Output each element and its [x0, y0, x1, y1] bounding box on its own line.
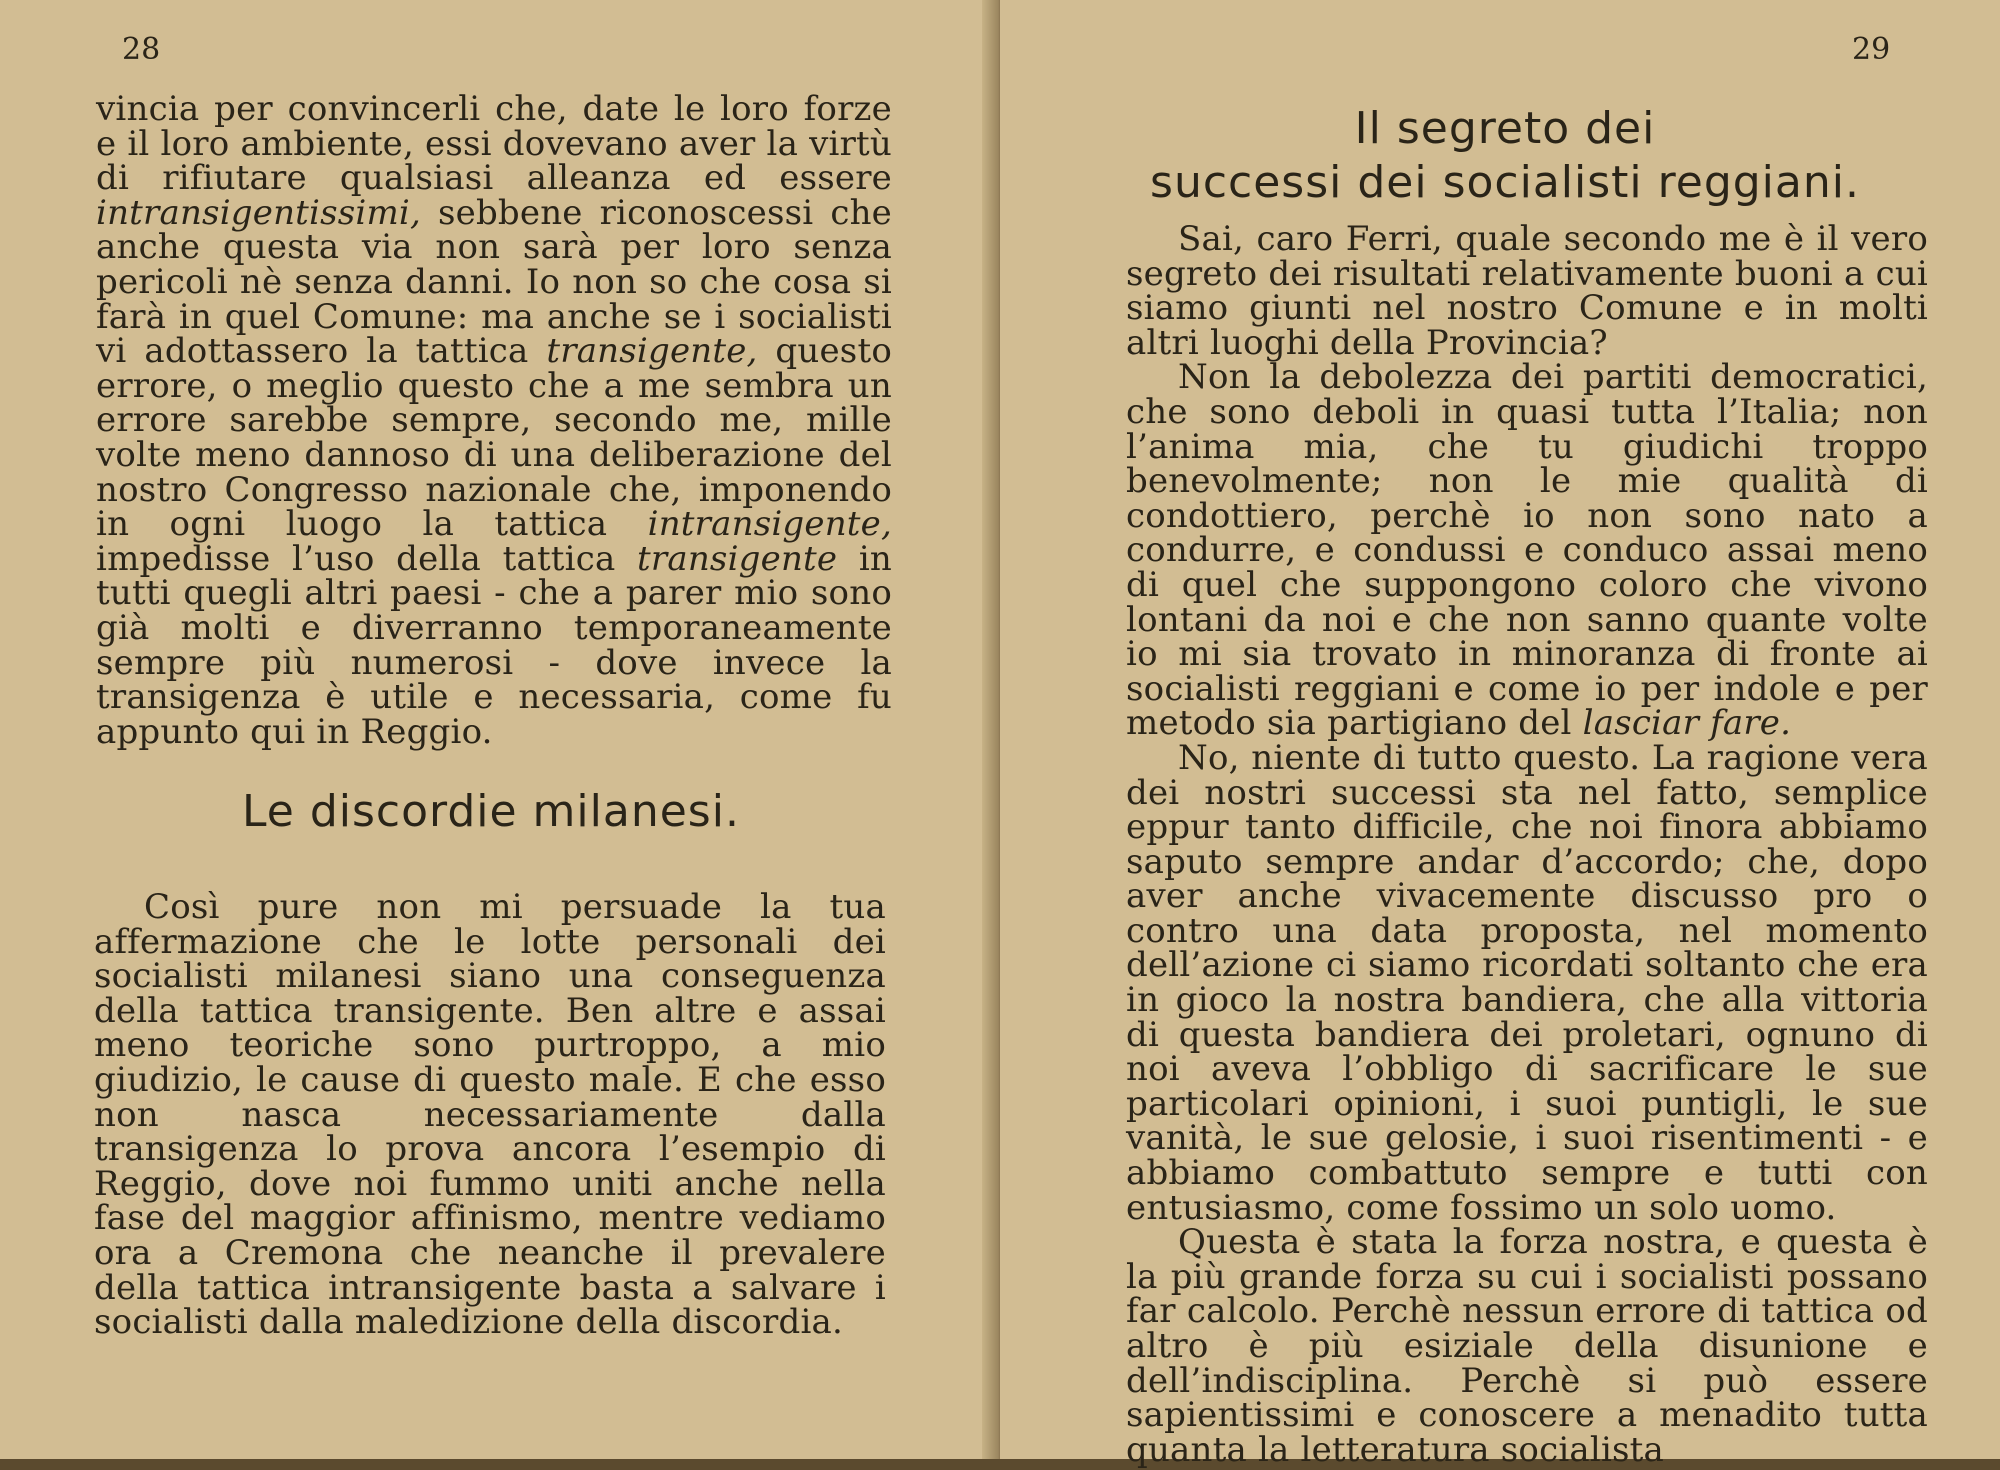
italic-text-run: transigente [637, 538, 838, 579]
text-run: impedisse l’uso della tattica [96, 538, 638, 579]
text-run: Questa è stata la forza nostra, e questa è la più grande forza su cui i socialisti possano far calcolo. Perchè nessun errore di tattica od altro è più esiziale della disunione e dell’indisciplina. Perchè si può essere sapientissimi e conoscere a menadito tutta quanta la letteratura socialista [1126, 1222, 1928, 1470]
right-page [1000, 0, 2000, 1470]
paragraph [1126, 357, 1928, 744]
text-run: in tutti quegli altri paesi - che a parer mio sono già molti e diverranno temporaneamente sempre più numerosi - dove invece la transigenza è utile e necessaria, come fu appunto qui in Reggio. [96, 538, 892, 752]
chapter-heading-line-2: successi dei socialisti reggiani. [1150, 157, 1860, 208]
paragraph [1126, 219, 1928, 363]
text-run: questo errore, o meglio questo che a me sembra un errore sarebbe sempre, secondo me, mille volte meno dannoso di una deliberazione del nostro Congresso nazionale che, imponendo in ogni luogo la tattica [96, 331, 892, 545]
chapter-heading [1110, 102, 1900, 210]
section-paragraph: Così pure non mi persuade la tua affermazione che le lotte personali dei socialisti milanesi siano una conseguenza della tattica transigente. Ben altre e assai meno teoriche sono purtroppo, a mio giudizio, le cause di questo male. E che esso non nasca necessariamente dalla transigenza lo prova ancora l’esempio di Reggio, dove noi fummo uniti anche nella fase del maggior affinismo, mentre vediamo ora a Cremona che neanche il prevalere della tattica intransigente basta a salvare i socialisti dalla maledizione della discordia. [94, 887, 886, 1343]
paragraph [1126, 1222, 1928, 1470]
chapter-body [1126, 219, 1928, 1470]
text-run: sebbene riconoscessi che anche questa via non sarà per loro senza pericoli nè senza danni. Io non so che cosa si farà in quel Comune: ma anche se i socialisti vi adottassero la tattica [96, 192, 892, 372]
section-heading: Le discordie milanesi. [242, 786, 740, 837]
italic-text-run: intransigente, [647, 504, 892, 545]
page-number: 28 [122, 32, 161, 67]
text-run: Sai, caro Ferri, quale secondo me è il vero segreto dei risultati relativamente buoni a cui siamo giunti nel nostro Comune e in molti altri luoghi della Provincia? [1126, 219, 1928, 363]
paragraph [1126, 737, 1928, 1228]
page-number: 29 [1852, 32, 1891, 67]
chapter-heading-line-1: Il segreto dei [1354, 103, 1656, 154]
intro-paragraph [96, 89, 892, 752]
text-run: Non la debolezza dei partiti democratici, che sono deboli in quasi tutta l’Italia; non l’anima mia, che tu giudichi troppo benevolmente; non le mie qualità di condottiero, perchè io non sono nato a condurre, e condussi e conduco assai meno di quel che suppongono coloro che vivono lontani da noi e che non sanno quante volte io mi sia trovato in minoranza di fronte ai socialisti reggiani e come io per indole e per metodo sia partigiano del [1126, 357, 1928, 744]
italic-text-run: transigente, [546, 331, 758, 372]
italic-text-run: intransigentissimi, [96, 192, 421, 233]
italic-text-run: lasciar fare. [1582, 703, 1792, 744]
text-run: vincia per convincerli che, date le loro forze e il loro ambiente, essi dovevano aver la virtù di rifiutare qualsiasi alleanza ed essere [96, 89, 892, 199]
text-run: No, niente di tutto questo. La ragione vera dei nostri successi sta nel fatto, semplice eppur tanto difficile, che noi finora abbiamo saputo sempre andar d’accordo; che, dopo aver anche vivacemente discusso pro o contro una data proposta, nel momento dell’azione ci siamo ricordati soltanto che era in gioco la nostra bandiera, che alla vittoria di questa bandiera dei proletari, ognuno di noi aveva l’obbligo di sacrificare le sue particolari opinioni, i suoi puntigli, le sue vanità, le sue gelosie, i suoi risentimenti - e abbiamo combattuto sempre e tutti con entusiasmo, come fossimo un solo uomo. [1126, 737, 1928, 1228]
left-page [0, 0, 990, 1459]
